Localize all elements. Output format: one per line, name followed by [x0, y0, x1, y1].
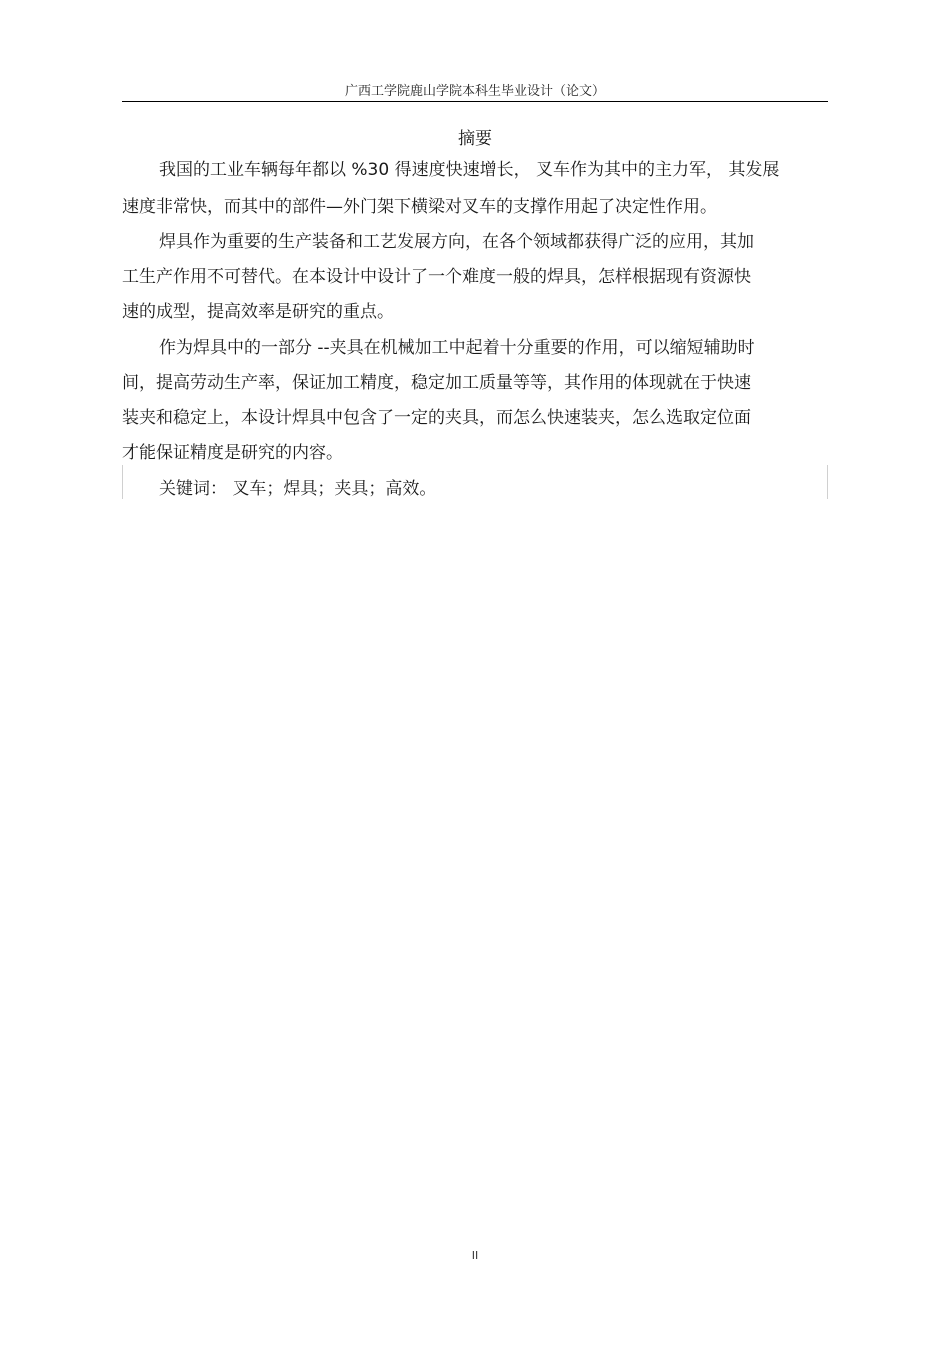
keywords-line: [122, 479, 828, 500]
right-margin-mark: [827, 465, 828, 499]
paragraph-3-line-2: [122, 373, 828, 394]
abstract-title: 摘要: [458, 129, 492, 149]
left-margin-mark: [122, 465, 123, 499]
running-header: 广西工学院鹿山学院本科生毕业设计（论文）: [344, 84, 605, 99]
paragraph-2-line-1: [122, 232, 828, 253]
paragraph-2-line-3: [122, 302, 828, 323]
keywords-value: 叉车；焊具；夹具；高效。: [227, 479, 437, 499]
paragraph-line-text: 我国的工业车辆每年都以 %30 得速度快速增长， 叉车作为其中的主力军， 其发展: [159, 160, 780, 180]
paragraph-line-text: 焊具作为重要的生产装备和工艺发展方向，在各个领域都获得广泛的应用，其加: [159, 232, 754, 252]
paragraph-2-line-2: [122, 267, 828, 288]
paragraph-line-text: 间，提高劳动生产率，保证加工精度，稳定加工质量等等，其作用的体现就在于快速: [122, 373, 751, 393]
paragraph-3-line-3: [122, 408, 828, 429]
paragraph-3-line-4: [122, 443, 828, 464]
paragraph-line-text: 工生产作用不可替代。在本设计中设计了一个难度一般的焊具，怎样根据现有资源快: [122, 267, 751, 287]
header-divider: [122, 101, 828, 102]
paragraph-line-text: 作为焊具中的一部分 --夹具在机械加工中起着十分重要的作用，可以缩短辅助时: [159, 338, 755, 358]
paragraph-line-text: 装夹和稳定上，本设计焊具中包含了一定的夹具，而怎么快速装夹，怎么选取定位面: [122, 408, 751, 428]
page-number: II: [471, 1249, 479, 1262]
paragraph-1-line-2: [122, 197, 828, 218]
keywords-label: 关键词：: [159, 479, 227, 499]
paragraph-line-text: 才能保证精度是研究的内容。: [122, 443, 343, 463]
paragraph-line-text: 速度非常快，而其中的部件—外门架下横梁对叉车的支撑作用起了决定性作用。: [122, 197, 717, 217]
paragraph-line-text: 速的成型，提高效率是研究的重点。: [122, 302, 394, 322]
paragraph-3-line-1: [122, 338, 828, 359]
paragraph-1-line-1: [122, 160, 828, 181]
